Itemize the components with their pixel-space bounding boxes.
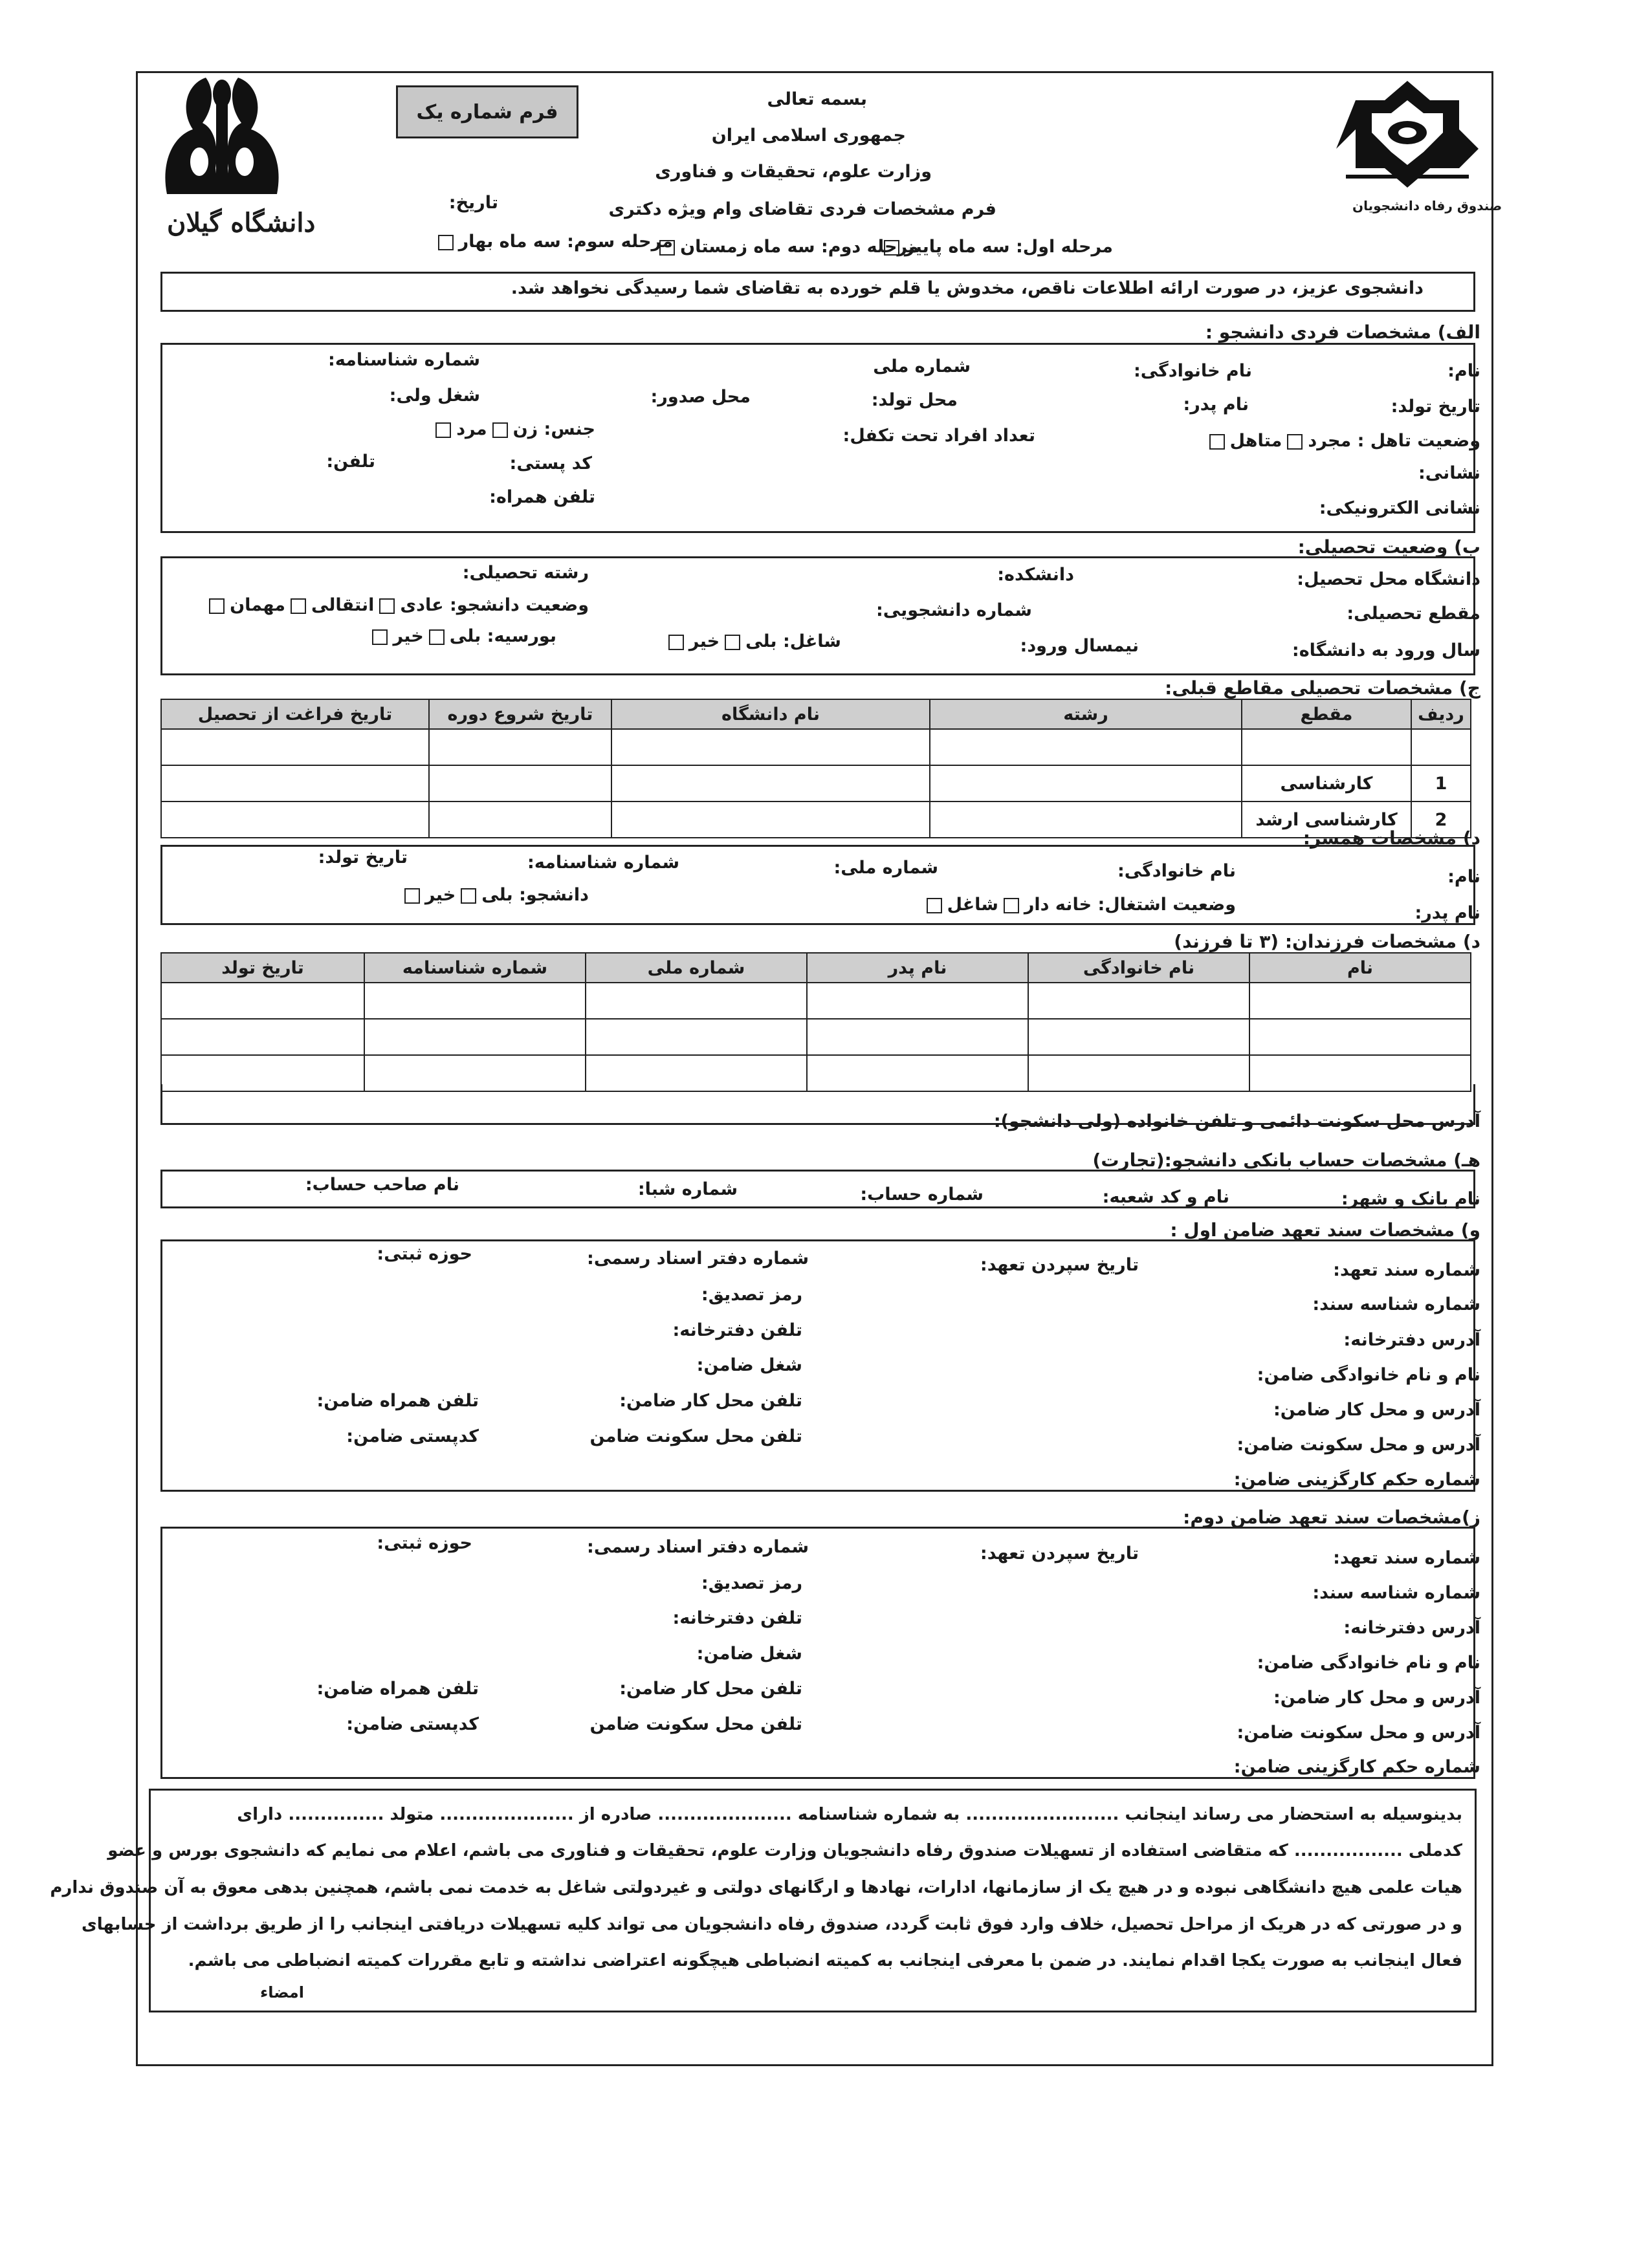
table-cell[interactable]: [429, 765, 611, 801]
g2-job-label: شغل ضامن:: [696, 1644, 802, 1664]
status-transfer-label: انتقالی: [311, 595, 375, 615]
account-number-label: شماره حساب:: [860, 1184, 984, 1205]
g1-code-label: رمز تصدیق:: [701, 1285, 802, 1305]
student-mobile-label: تلفن همراه:: [489, 487, 595, 507]
table-cell[interactable]: [161, 801, 429, 838]
student-issue-place-label: محل صدور:: [650, 387, 751, 407]
married-checkbox[interactable]: [1209, 434, 1225, 450]
student-postal-label: کد پستی:: [509, 453, 592, 474]
table-header-row: [161, 953, 1471, 983]
g2-doc-id-label: شماره شناسه سند:: [1312, 1583, 1480, 1603]
g2-registry-label: حوزه ثبتی:: [377, 1533, 472, 1553]
form-number-badge: فرم شماره یک: [396, 85, 578, 138]
spouse-employed-checkbox[interactable]: [927, 898, 942, 913]
account-holder-label: نام صاحب حساب:: [305, 1175, 459, 1195]
g1-home-address-label: آدرس و محل سکونت ضامن:: [1237, 1435, 1480, 1455]
single-checkbox[interactable]: [1287, 434, 1303, 450]
sheba-label: شماره شبا:: [637, 1179, 738, 1199]
student-number-label: شماره دانشجویی:: [875, 600, 1032, 620]
g1-office-address-label: آدرس دفترخانه:: [1343, 1330, 1480, 1350]
scholarship-yes-label: بورسیه: بلی: [449, 626, 556, 646]
welfare-fund-emblem-icon: [1333, 78, 1482, 194]
declaration-line-2: کدملی ................. که متقاضی استفاده از تسهیلات صندوق رفاه دانشجویان وزارت علوم، تحقیقات و فناوری می باشم، اعلام می نمایم که دانشجوی بورس و عضو: [107, 1841, 1462, 1860]
g2-work-address-label: آدرس و محل کار ضامن:: [1273, 1688, 1480, 1708]
g2-mobile-label: تلفن همراه ضامن:: [316, 1679, 479, 1699]
g1-doc-date-label: تاریخ سپردن تعهد:: [980, 1255, 1139, 1275]
guarantor-1-title: و) مشخصات سند تعهد ضامن اول :: [1170, 1219, 1480, 1241]
table-cell[interactable]: [161, 729, 429, 765]
ministry-name: وزارت علوم، تحقیقات و فناوری: [655, 162, 932, 182]
table-cell[interactable]: [586, 983, 807, 1019]
spouse-name-label: نام:: [1447, 867, 1480, 887]
stage-3-checkbox[interactable]: [438, 235, 454, 250]
table-cell[interactable]: [611, 765, 930, 801]
invocation: بسمه تعالی: [767, 89, 867, 109]
g1-mobile-label: تلفن همراه ضامن:: [316, 1391, 479, 1411]
housewife-label: وضعیت اشتغال: خانه دار: [1024, 895, 1236, 915]
table-cell[interactable]: [611, 729, 930, 765]
employed-no-label: خیر: [688, 631, 720, 651]
country-name: جمهوری اسلامی ایران: [711, 125, 906, 146]
student-birth-place-label: محل تولد:: [871, 390, 958, 410]
g1-job-label: شغل ضامن:: [696, 1355, 802, 1375]
stage-2-label: مرحله دوم: سه ماه زمستان: [680, 237, 919, 257]
table-cell[interactable]: [611, 801, 930, 838]
table-cell: [1242, 729, 1411, 765]
table-header-row: [161, 699, 1471, 729]
stage-3: [433, 233, 673, 250]
g2-home-address-label: آدرس و محل سکونت ضامن:: [1237, 1723, 1480, 1743]
previous-education-table: [160, 699, 1471, 838]
gender-male-label: مرد: [456, 419, 487, 439]
section-a-title: الف) مشخصات فردی دانشجو :: [1205, 322, 1480, 343]
welfare-fund-logo-text: صندوق رفاه دانشجویان: [1352, 198, 1502, 213]
date-label: تاریخ:: [448, 193, 498, 213]
g2-office-phone-label: تلفن دفترخانه:: [672, 1608, 802, 1628]
table-cell[interactable]: [807, 983, 1028, 1019]
g1-work-address-label: آدرس و محل کار ضامن:: [1273, 1400, 1480, 1420]
dependents-label: تعداد افراد تحت تکفل:: [842, 426, 1035, 446]
status-guest-label: مهمان: [230, 595, 285, 615]
guardian-job-label: شغل ولی:: [389, 386, 480, 406]
g2-work-phone-label: تلفن محل کار ضامن:: [619, 1679, 802, 1699]
children-table: [160, 952, 1471, 1092]
student-phone-label: تلفن:: [326, 452, 375, 472]
stage-2: [654, 238, 919, 256]
table-row: [161, 1019, 1471, 1055]
student-address-label: نشانی:: [1418, 463, 1480, 483]
spouse-student-yes-label: دانشجو: بلی: [481, 885, 589, 905]
table-row: [161, 765, 1471, 801]
section-b-title: ب) وضعیت تحصیلی:: [1297, 536, 1480, 558]
employed-field: [663, 633, 841, 650]
col-field: رشته: [930, 699, 1242, 729]
table-cell[interactable]: [161, 983, 364, 1019]
section-c-title: ج) مشخصات تحصیلی مقاطع قبلی:: [1165, 677, 1480, 699]
g1-name-label: نام و نام خانوادگی ضامن:: [1257, 1365, 1480, 1385]
table-cell[interactable]: [930, 801, 1242, 838]
table-row: [161, 729, 1471, 765]
g2-name-label: نام و نام خانوادگی ضامن:: [1257, 1653, 1480, 1673]
scholarship-no-label: خیر: [393, 626, 424, 646]
status-regular-label: وضعیت دانشجو: عادی: [400, 595, 589, 615]
col-graduation-date: تاریخ فراغت از تحصیل: [161, 699, 429, 729]
spouse-father-label: نام پدر:: [1414, 903, 1480, 923]
student-email-label: نشانی الکترونیکی:: [1319, 498, 1480, 518]
g1-office-phone-label: تلفن دفترخانه:: [672, 1320, 802, 1340]
g2-home-phone-label: تلفن محل سکونت ضامن: [589, 1714, 802, 1734]
g2-code-label: رمز تصدیق:: [701, 1573, 802, 1593]
table-cell[interactable]: [1028, 1019, 1249, 1055]
signature-label: امضاء: [259, 1983, 304, 2001]
table-cell[interactable]: [1249, 983, 1471, 1019]
table-cell[interactable]: [429, 801, 611, 838]
g1-postal-label: کدپستی ضامن:: [346, 1426, 479, 1446]
bank-city-label: نام بانک و شهر:: [1341, 1189, 1480, 1209]
regular-checkbox[interactable]: [379, 598, 395, 614]
table-cell: 1: [1411, 765, 1471, 801]
stage-3-label: مرحله سوم: سه ماه بهار: [458, 232, 673, 252]
g1-work-phone-label: تلفن محل کار ضامن:: [619, 1391, 802, 1411]
table-cell: کارشناسی ارشد: [1242, 801, 1411, 838]
gender-field: [430, 420, 595, 438]
declaration-line-3: هیات علمی هیچ دانشگاهی نبوده و در هیچ یک از سازمانها، ادارات، نهادها و ارگانهای دولتی و غیردولتی شاغل به خدمت نمی باشم، همچنین بدهی معوق به آن صندوق ندارم: [50, 1878, 1462, 1897]
table-cell: [1411, 729, 1471, 765]
field-label: رشته تحصیلی:: [462, 563, 589, 583]
section-d-title: د) مشخصات همسر:: [1303, 827, 1480, 849]
student-birth-date-label: تاریخ تولد:: [1391, 397, 1480, 417]
female-checkbox[interactable]: [492, 422, 508, 438]
spouse-student-no-checkbox[interactable]: [404, 888, 420, 904]
university-logo-text: دانشگاه گیلان: [167, 208, 316, 238]
spouse-birth-date-label: تاریخ تولد:: [318, 847, 408, 867]
guarantor-2-title: ز)مشخصات سند تعهد ضامن دوم:: [1183, 1507, 1480, 1528]
col-child-name: نام: [1249, 953, 1471, 983]
spouse-student-field: [399, 886, 589, 904]
gender-female-label: جنس: زن: [512, 419, 595, 439]
table-cell: 2: [1411, 801, 1471, 838]
student-father-label: نام پدر:: [1183, 395, 1249, 415]
col-child-national-id: شماره ملی: [586, 953, 807, 983]
g1-home-phone-label: تلفن محل سکونت ضامن: [589, 1426, 802, 1446]
employed-no-checkbox[interactable]: [668, 635, 684, 650]
form-title: فرم مشخصات فردی تقاضای وام ویژه دکتری: [608, 199, 996, 219]
table-cell: کارشناسی: [1242, 765, 1411, 801]
g1-doc-number-label: شماره سند تعهد:: [1333, 1260, 1480, 1280]
married-label: متاهل: [1229, 431, 1282, 451]
housewife-checkbox[interactable]: [1004, 898, 1019, 913]
section-b-box: [160, 556, 1475, 675]
university-logo: [154, 65, 316, 252]
g1-registry-label: حوزه ثبتی:: [377, 1244, 472, 1264]
university-label: دانشگاه محل تحصیل:: [1297, 569, 1480, 589]
g2-office-address-label: آدرس دفترخانه:: [1343, 1618, 1480, 1638]
declaration-line-4: و در صورتی که در هریک از مراحل تحصیل، خلاف وارد فوق ثابت گردد، صندوق رفاه دانشجویان می تواند کلیه تسهیلات دریافتی اینجانب را از طریق برداشت از حسابهای: [81, 1915, 1462, 1934]
scholarship-yes-checkbox[interactable]: [429, 629, 445, 645]
student-family-label: نام خانوادگی:: [1133, 361, 1252, 381]
declaration-line-5: فعال اینجانب به صورت یکجا اقدام نمایند. در ضمن با معرفی اینجانب به کمیته انضباطی هیچگونه اعتراضی نداشته و تابع مقررات کمیته انضباطی می باشم.: [188, 1951, 1462, 1970]
col-level: مقطع: [1242, 699, 1411, 729]
g2-doc-number-label: شماره سند تعهد:: [1333, 1548, 1480, 1568]
table-row: [161, 983, 1471, 1019]
table-cell[interactable]: [161, 1019, 364, 1055]
section-h-title: هـ) مشخصات حساب بانکی دانشجو:(تجارت): [1092, 1150, 1480, 1171]
table-cell[interactable]: [364, 1019, 586, 1055]
table-row: [161, 801, 1471, 838]
entry-year-label: سال ورود به دانشگاه:: [1292, 640, 1480, 660]
student-national-id-label: شماره ملی: [873, 356, 971, 376]
g2-postal-label: کدپستی ضامن:: [346, 1714, 479, 1734]
spouse-national-id-label: شماره ملی:: [833, 858, 938, 878]
children-section-title: د) مشخصات فرزندان: (۳ تا فرزند): [1174, 931, 1480, 952]
col-child-father: نام پدر: [807, 953, 1028, 983]
student-name-label: نام:: [1447, 361, 1480, 381]
g1-doc-id-label: شماره شناسه سند:: [1312, 1294, 1480, 1314]
transfer-checkbox[interactable]: [291, 598, 306, 614]
col-child-family: نام خانوادگی: [1028, 953, 1249, 983]
scholarship-no-checkbox[interactable]: [372, 629, 388, 645]
scholarship-field: [367, 627, 556, 645]
student-id-number-label: شماره شناسنامه:: [328, 350, 480, 370]
table-cell[interactable]: [807, 1019, 1028, 1055]
branch-label: نام و کد شعبه:: [1102, 1187, 1229, 1207]
col-child-birth-date: تاریخ تولد: [161, 953, 364, 983]
marital-status: [1204, 432, 1480, 450]
table-cell[interactable]: [1028, 983, 1249, 1019]
student-status-field: [204, 596, 589, 614]
level-label: مقطع تحصیلی:: [1347, 604, 1480, 624]
table-cell[interactable]: [161, 765, 429, 801]
employed-yes-label: شاغل: بلی: [745, 631, 841, 651]
col-university: نام دانشگاه: [611, 699, 930, 729]
g2-employment-order-label: شماره حکم کارگزینی ضامن:: [1233, 1757, 1480, 1777]
stage-1-label: مرحله اول: سه ماه پاییز: [904, 237, 1113, 257]
table-cell[interactable]: [930, 765, 1242, 801]
table-cell[interactable]: [364, 983, 586, 1019]
g2-doc-date-label: تاریخ سپردن تعهد:: [980, 1543, 1139, 1564]
spouse-employed-label: شاغل: [947, 895, 998, 915]
guest-checkbox[interactable]: [209, 598, 225, 614]
table-cell[interactable]: [1249, 1019, 1471, 1055]
notice-text: دانشجوی عزیز، در صورت ارائه اطلاعات ناقص، مخدوش یا قلم خورده به تقاضای شما رسیدگی نخواهد شد.: [511, 278, 1424, 298]
university-emblem-icon: [154, 65, 290, 207]
faculty-label: دانشکده:: [997, 565, 1074, 585]
employed-yes-checkbox[interactable]: [725, 635, 740, 650]
col-row-no: ردیف: [1411, 699, 1471, 729]
spouse-id-number-label: شماره شناسنامه:: [527, 853, 679, 873]
table-cell[interactable]: [930, 729, 1242, 765]
table-cell[interactable]: [586, 1019, 807, 1055]
g1-office-number-label: شماره دفتر اسناد رسمی:: [587, 1248, 809, 1269]
male-checkbox[interactable]: [435, 422, 451, 438]
spouse-student-yes-checkbox[interactable]: [461, 888, 476, 904]
home-address-label: آدرس محل سکونت دائمی و تلفن خانواده (ولی دانشجو):: [993, 1111, 1480, 1131]
table-cell[interactable]: [429, 729, 611, 765]
g1-employment-order-label: شماره حکم کارگزینی ضامن:: [1233, 1470, 1480, 1490]
entry-term-label: نیمسال ورود:: [1020, 636, 1139, 656]
g2-office-number-label: شماره دفتر اسناد رسمی:: [587, 1537, 809, 1557]
marital-single-label: وضعیت تاهل : مجرد: [1308, 431, 1480, 451]
spouse-student-no-label: خیر: [424, 885, 456, 905]
welfare-fund-logo: [1333, 78, 1502, 220]
spouse-employment-field: [921, 896, 1236, 913]
spouse-family-label: نام خانوادگی:: [1117, 861, 1236, 881]
declaration-line-1: بدینوسیله به استحضار می رساند اینجانب ........................ به شماره شناسنامه ..................... صادره از ..................... متولد ............... دارای: [237, 1805, 1462, 1824]
col-start-date: تاریخ شروع دوره: [429, 699, 611, 729]
col-child-id-number: شماره شناسنامه: [364, 953, 586, 983]
